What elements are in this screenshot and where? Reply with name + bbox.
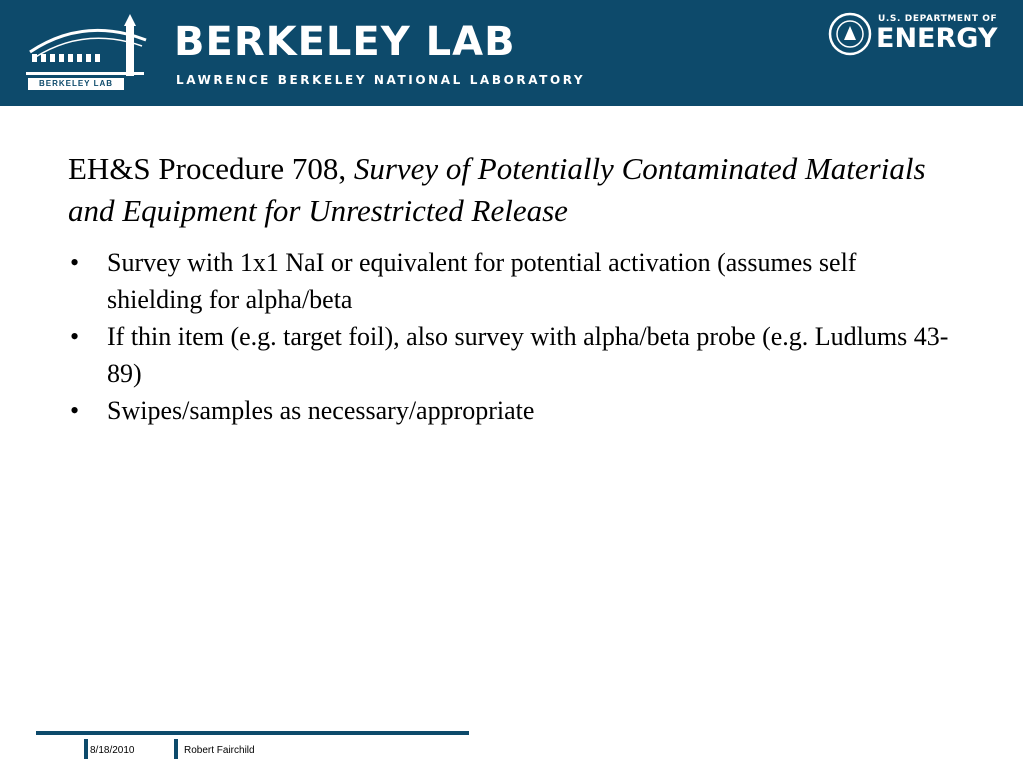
title-plain: EH&S Procedure 708,	[68, 151, 354, 186]
bullet-text: Survey with 1x1 NaI or equivalent for potential activation (assumes self shielding for alpha/beta	[107, 248, 857, 314]
title-italic: Survey of Potentially Contaminated Materials and Equipment for Unrestricted Release	[68, 151, 926, 228]
list-item	[68, 392, 958, 429]
list-item	[68, 318, 958, 392]
doe-energy-wordmark: ENERGY	[876, 23, 998, 54]
doe-seal-icon	[828, 12, 872, 56]
bullet-icon: •	[70, 248, 80, 277]
header-banner	[0, 0, 1023, 106]
bullet-list	[68, 244, 958, 429]
list-item	[68, 244, 958, 318]
bullet-text: Swipes/samples as necessary/appropriate	[107, 396, 535, 425]
bullet-text: If thin item (e.g. target foil), also survey with alpha/beta probe (e.g. Ludlums 43-89)	[107, 322, 949, 388]
footer-date: 8/18/2010	[90, 745, 135, 756]
slide-title	[68, 148, 968, 232]
bullet-icon: •	[70, 396, 80, 425]
footer-divider	[174, 739, 178, 759]
brand-subtitle: LAWRENCE BERKELEY NATIONAL LABORATORY	[176, 73, 586, 87]
logo-wordmark: BERKELEY LAB	[28, 78, 124, 90]
footer-divider	[84, 739, 88, 759]
footer-rule	[36, 731, 469, 735]
doe-label: U.S. DEPARTMENT OF	[878, 14, 998, 24]
brand-title: BERKELEY LAB	[174, 19, 516, 65]
footer-author: Robert Fairchild	[184, 745, 255, 756]
bullet-icon: •	[70, 322, 80, 351]
